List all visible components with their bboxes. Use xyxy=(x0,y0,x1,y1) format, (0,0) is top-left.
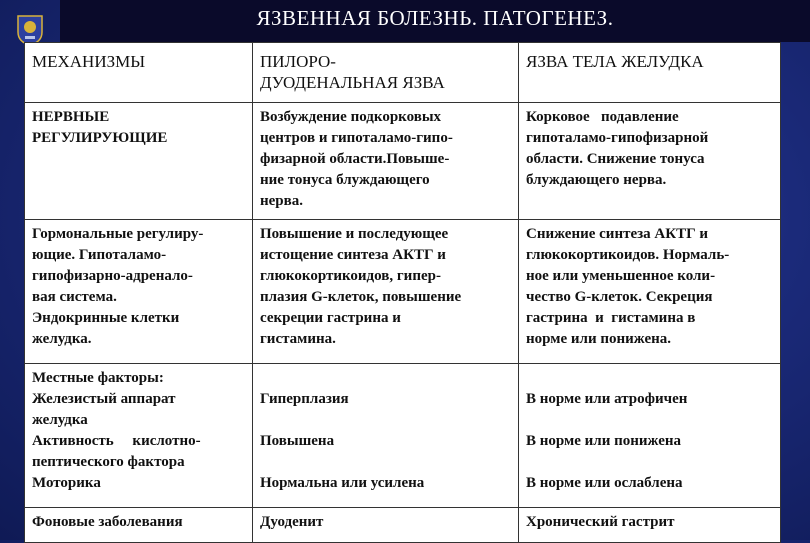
mechanism-cell: Гормональные регулиру- ющие. Гипоталамо- гипофизарно-адренало- вая система. Эндокринные клетки желудка. xyxy=(25,220,253,364)
header-mechanisms: МЕХАНИЗМЫ xyxy=(25,43,253,103)
table-row-hormonal xyxy=(25,220,781,364)
mechanism-cell: НЕРВНЫЕ РЕГУЛИРУЮЩИЕ xyxy=(25,103,253,220)
mechanism-cell: Фоновые заболевания xyxy=(25,508,253,543)
table-header-row xyxy=(25,43,781,103)
header-duodenal-ulcer: ПИЛОРО- ДУОДЕНАЛЬНАЯ ЯЗВА xyxy=(253,43,519,103)
duodenal-cell: Повышение и последующее истощение синтеза АКТГ и глюкокортикоидов, гипер- плазия G-клеток, повышение секреции гастрина и гистамина. xyxy=(253,220,519,364)
duodenal-cell: Дуоденит xyxy=(253,508,519,543)
duodenal-cell: Гиперплазия Повышена Нормальна или усилена xyxy=(253,364,519,508)
gastric-cell: Хронический гастрит xyxy=(519,508,781,543)
header-gastric-ulcer: ЯЗВА ТЕЛА ЖЕЛУДКА xyxy=(519,43,781,103)
pathogenesis-table xyxy=(24,42,781,543)
gastric-cell: Снижение синтеза АКТГ и глюкокортикоидов. Нормаль- ное или уменьшенное коли- чество G-клеток. Секреция гастрина и гистамина в норме или понижена. xyxy=(519,220,781,364)
table-row-background-diseases xyxy=(25,508,781,543)
gastric-cell: В норме или атрофичен В норме или понижена В норме или ослаблена xyxy=(519,364,781,508)
mechanism-cell: Местные факторы: Железистый аппарат желудка Активность кислотно- пептического фактора Моторика xyxy=(25,364,253,508)
table-row-nervous xyxy=(25,103,781,220)
gastric-cell: Корковое подавление гипоталамо-гипофизарной области. Снижение тонуса блуждающего нерва. xyxy=(519,103,781,220)
slide-title: ЯЗВЕННАЯ БОЛЕЗНЬ. ПАТОГЕНЕЗ. xyxy=(256,6,614,30)
table-row-local-factors xyxy=(25,364,781,508)
duodenal-cell: Возбуждение подкорковых центров и гипоталамо-гипо- физарной области.Повыше- ние тонуса блуждающего нерва. xyxy=(253,103,519,220)
